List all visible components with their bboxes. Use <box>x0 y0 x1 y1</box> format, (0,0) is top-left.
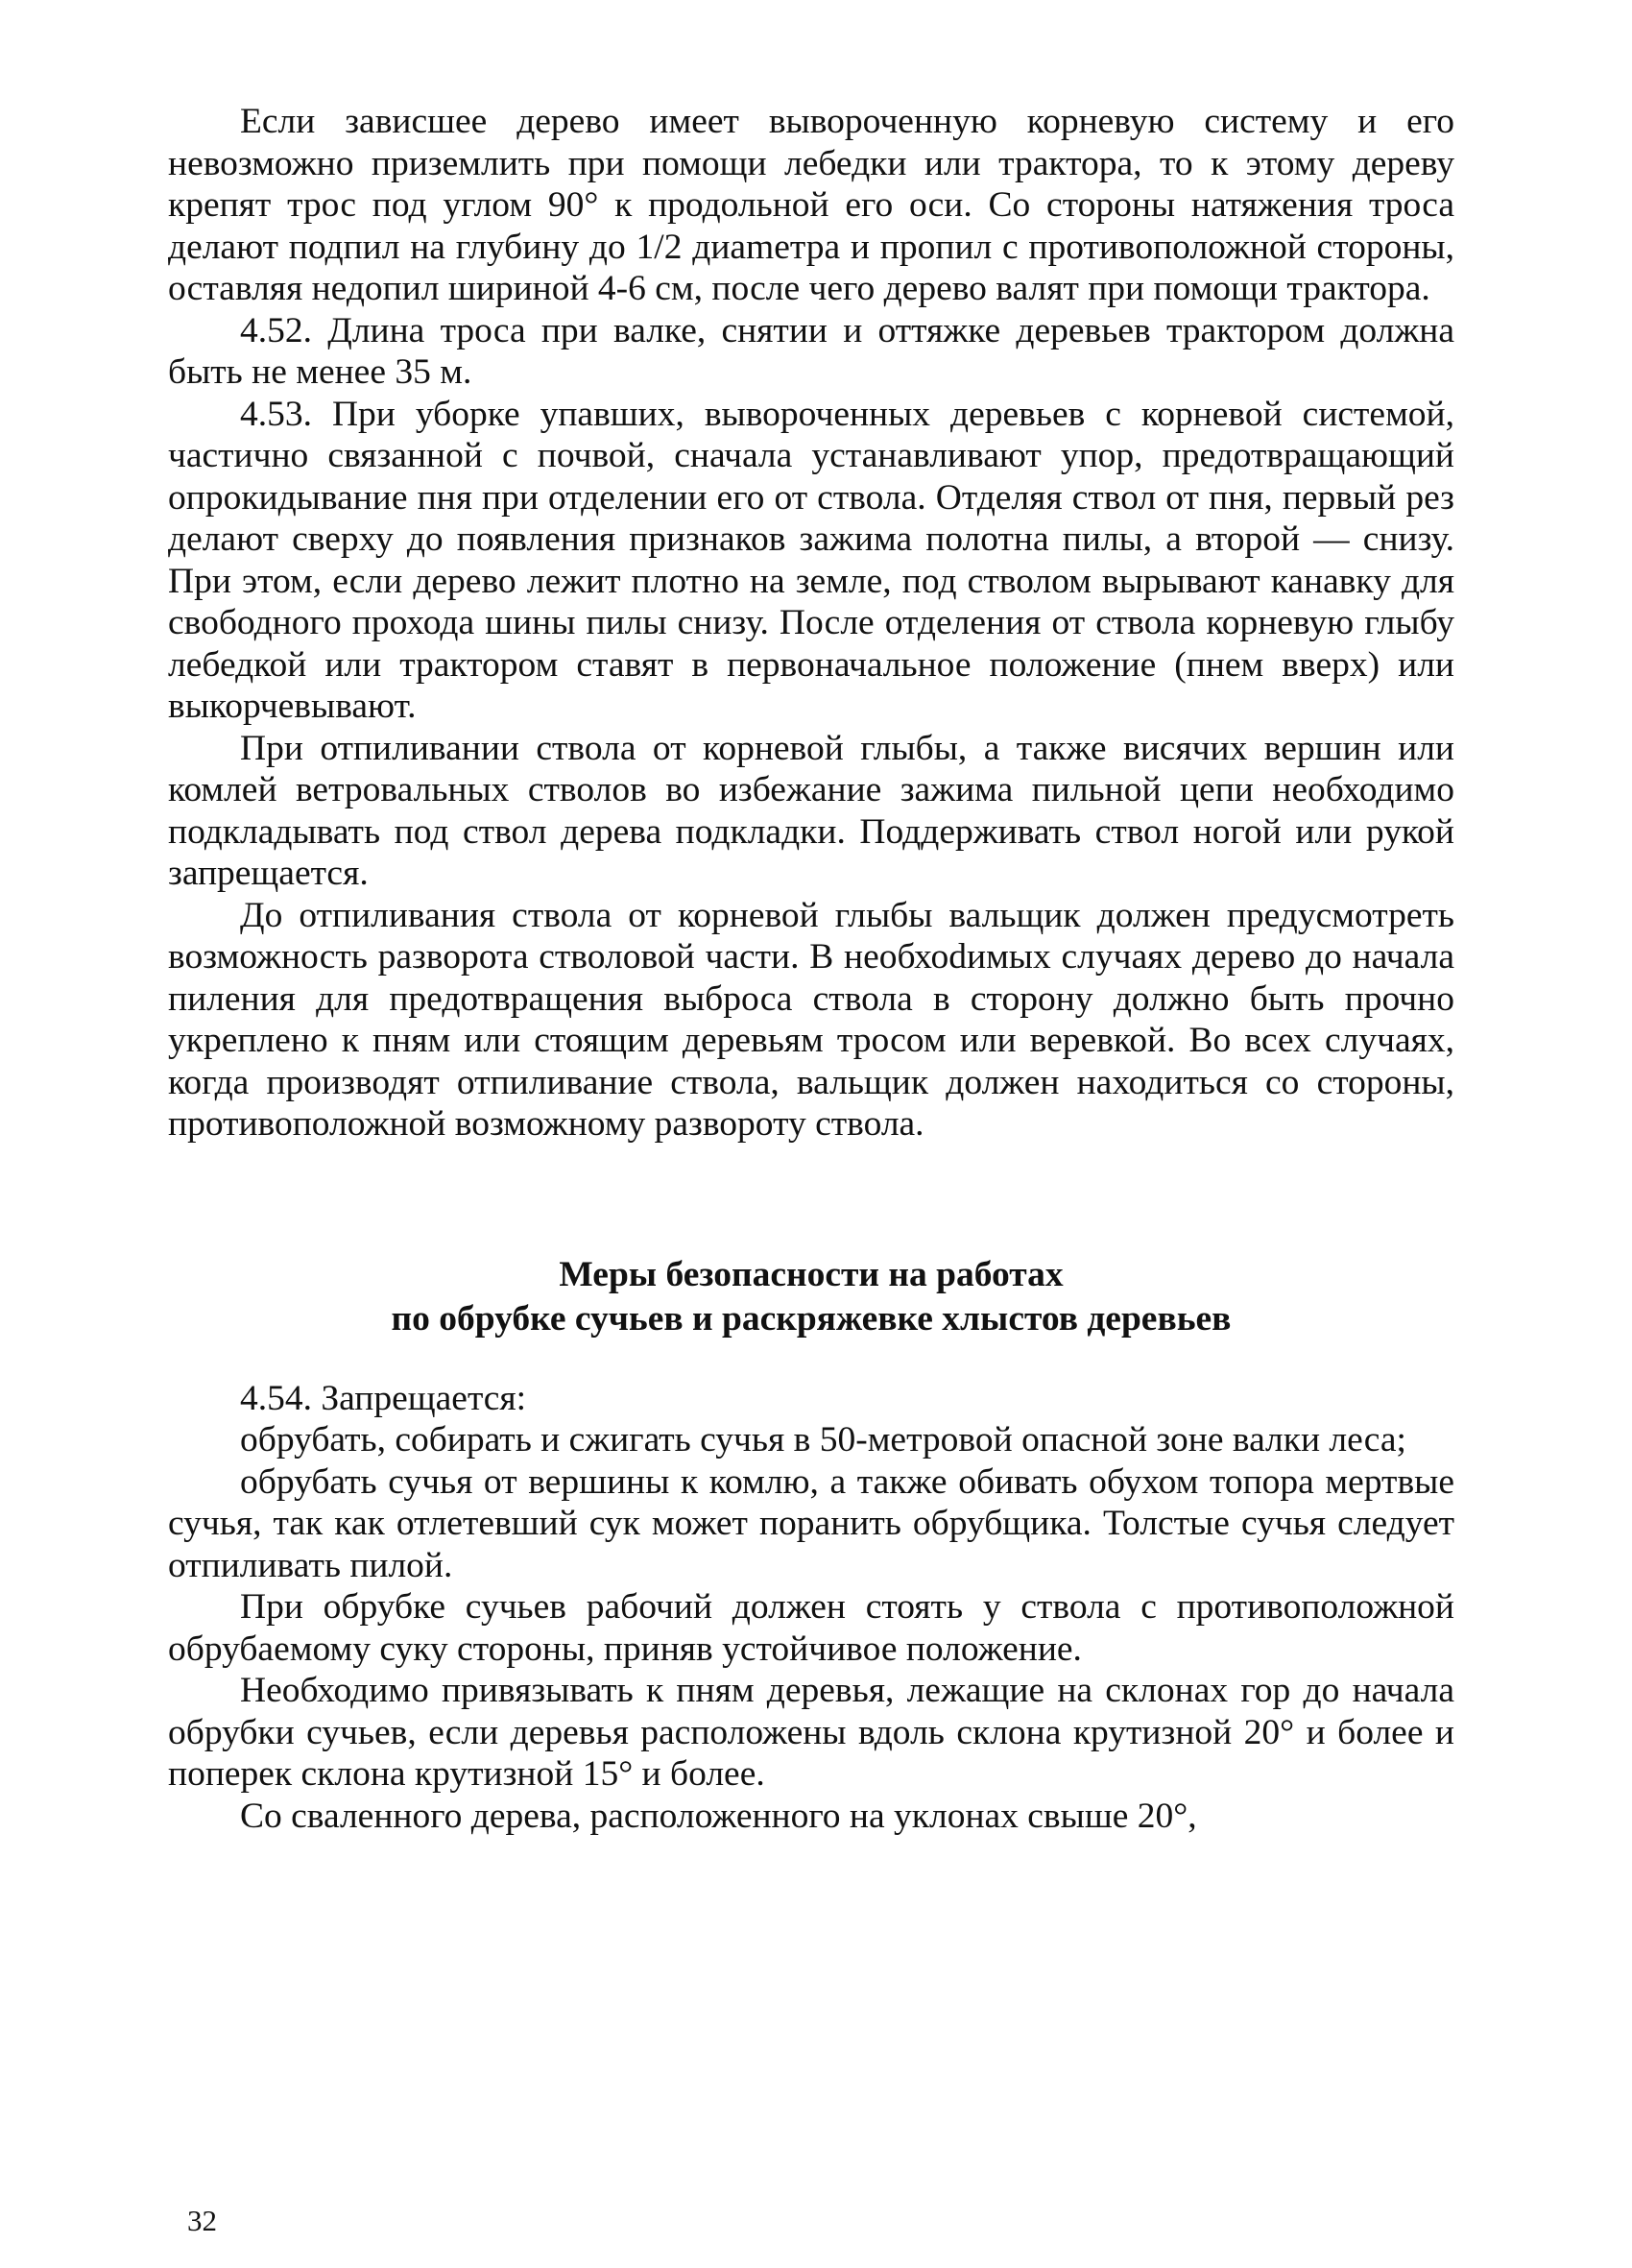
paragraph-hanging-tree: Если зависшее дерево имеет вывороченную корневую систему и его невозможно приземлить при помощи лебедки или трактора, то к этому дереву крепят трос под углом 90° к продольной его оси. Со стороны натяжения троса делают подпил на глубину до 1/2 диаmетра и пропил с противоположной стороны, оставляя недопил шириной 4-6 см, после чего дерево валят при помощи трактора. <box>168 102 1454 308</box>
list-item-burning-branches: обрубать, собирать и сжигать сучья в 50-метровой опасной зоне валки леса; <box>240 1420 1406 1460</box>
document-page <box>168 101 1454 1837</box>
section-heading <box>168 1253 1454 1341</box>
paragraph-slope-continuation: Со сваленного дерева, расположенного на уклонах свыше 20°, <box>240 1796 1197 1836</box>
paragraph-4-54: 4.54. Запрещается: <box>240 1378 527 1418</box>
page-number: 32 <box>187 2204 217 2237</box>
paragraph-worker-position: При обрубке сучьев рабочий должен стоять у ствола с противоположной обрубаемому суку стороны, приняв устойчивое положение. <box>168 1587 1454 1669</box>
section-heading-line-2: по обрубке сучьев и раскряжевке хлыстов деревьев <box>391 1298 1232 1339</box>
list-item-lopping-direction: обрубать сучья от вершины к комлю, а также обивать обухом топора мертвые сучья, так как отлетевший сук может поранить обрубщика. Толстые сучья следует отпиливать пилой. <box>168 1461 1454 1585</box>
paragraph-4-52: 4.52. Длина троса при валке, снятии и оттяжке деревьев трактором должна быть не менее 35 м. <box>168 310 1454 392</box>
paragraph-slope-tying: Необходимо привязывать к пням деревья, лежащие на склонах гор до начала обрубки сучьев, если деревья расположены вдоль склона крутизной 20° и более и поперек склона крутизной 15° и более. <box>168 1671 1454 1794</box>
paragraph-root-cutting: При отпиливании ствола от корневой глыбы, а также висячих вершин или комлей ветровальных стволов во избежание зажима пильной цепи необходимо подкладывать под ствол дерева подкладки. Поддерживать ствол ногой или рукой запрещается. <box>168 728 1454 893</box>
paragraph-4-53: 4.53. При уборке упавших, вывороченных деревьев с корневой системой, частично связанной с почвой, сначала устанавливают упор, предотвращающий опрокидывание пня при отделении его от ствола. Отделяя ствол от пня, первый рез делают сверху до появления признаков зажима полотна пилы, а второй — снизу. При этом, если дерево лежит плотно на земле, под стволом вырывают канавку для свободного прохода шины пилы снизу. После отделения от ствола корневую глыбу лебедкой или трактором ставят в первоначальное положение (пнем вверх) или выкорчевывают. <box>168 394 1454 726</box>
paragraph-turn-prevention: До отпиливания ствола от корневой глыбы вальщик должен предусмотреть возможность разворота стволовой части. В необхоdимых случаях дерево до начала пиления для предотвращения выброса ствола в сторону должно быть прочно укреплено к пням или стоящим деревьям тросом или веревкой. Во всех случаях, когда производят отпиливание ствола, вальщик должен находиться со стороны, противоположной возможному развороту ствола. <box>168 895 1454 1144</box>
section-heading-line-1: Меры безопасности на работах <box>559 1254 1064 1294</box>
